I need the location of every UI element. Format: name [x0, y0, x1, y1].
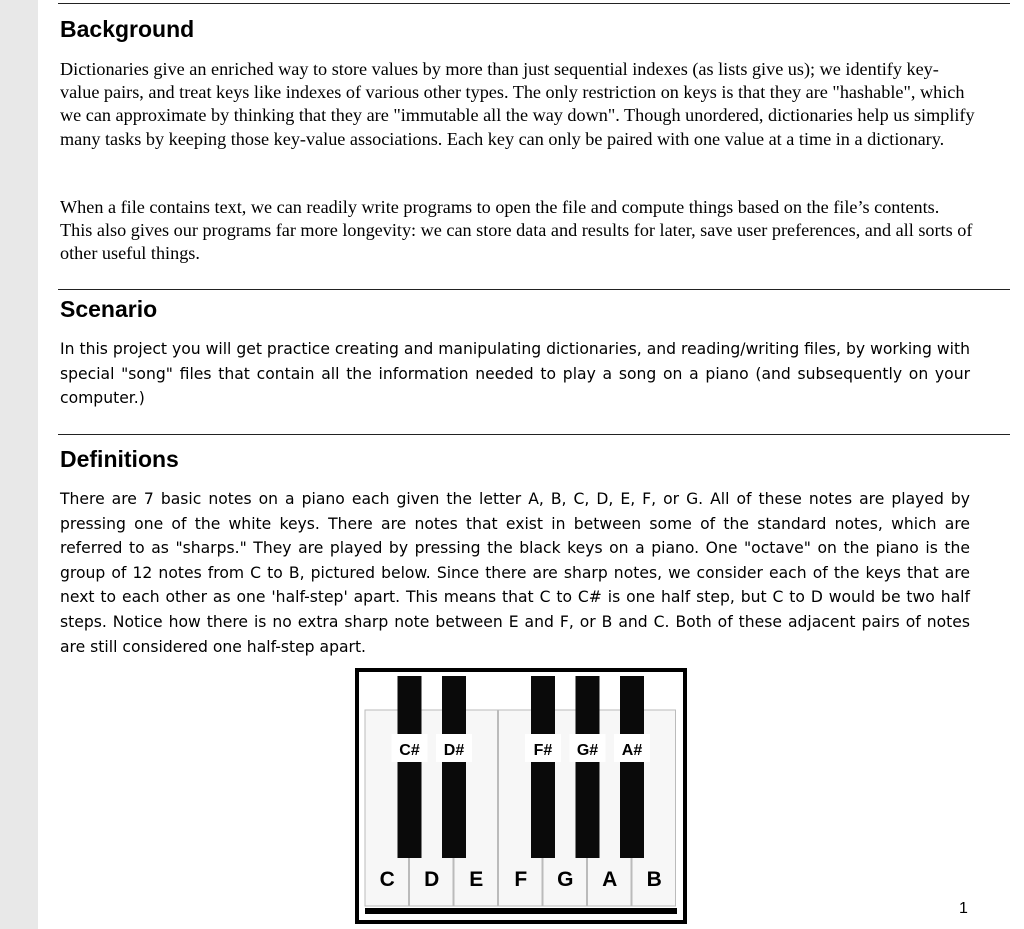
heading-definitions: Definitions	[60, 446, 179, 472]
white-key-label-g: G	[557, 868, 574, 891]
white-key-label-b: B	[646, 868, 662, 891]
piano-svg	[355, 668, 687, 924]
definitions-paragraph: There are 7 basic notes on a piano each given the letter A, B, C, D, E, F, or G. All of these notes are played by pressing one of the white keys. There are notes that exist in between some of the standard notes, which are referred to as "sharps." They are played by pressing the black keys on a piano. One "octave" on the piano is the group of 12 notes from C to B, pictured below. Since there are sharp notes, we consider each of the keys that are next to each other as one 'half-step' apart. This means that C to C# is one half step, but C to D would be two half steps. Notice how there is no extra sharp note between E and F, or B and C. Both of these adjacent pairs of notes are still considered one half-step apart.	[60, 490, 970, 656]
black-key-label-d-sharp: D#	[443, 742, 465, 759]
white-key-label-a: A	[602, 868, 618, 891]
piano-octave-figure	[355, 668, 687, 924]
black-key-a-sharp	[620, 676, 644, 858]
background-paragraph-1: Dictionaries give an enriched way to store values by more than just sequential indexes (as lists give us); we identify key-value pairs, and treat keys like indexes of various other types. The only restriction on keys is that they are "hashable", which we can approximate by thinking that they are "immutable all the way down". Though unordered, dictionaries help us simplify many tasks by keeping those key-value associations. Each key can only be paired with one value at a time in a dictionary.	[60, 59, 975, 149]
heading-scenario: Scenario	[60, 296, 158, 322]
heading-background: Background	[60, 16, 195, 42]
black-key-label-g-sharp: G#	[576, 742, 599, 759]
section-rule-scenario	[58, 289, 1010, 290]
page-number: 1	[959, 900, 968, 917]
piano-base-bar	[365, 908, 677, 914]
white-key-label-c: C	[379, 868, 395, 891]
white-key-label-e: E	[469, 868, 484, 891]
scenario-paragraph: In this project you will get practice creating and manipulating dictionaries, and reading/writing files, by working with special "song" files that contain all the information needed to play a song on a piano (and subsequently on your computer.)	[60, 340, 970, 408]
black-key-label-a-sharp: A#	[621, 742, 643, 759]
white-key-label-d: D	[424, 868, 440, 891]
left-gutter	[0, 0, 38, 929]
black-key-d-sharp	[442, 676, 466, 858]
black-key-g-sharp	[576, 676, 600, 858]
section-rule-background	[58, 3, 1010, 4]
black-key-c-sharp	[398, 676, 422, 858]
section-rule-definitions	[58, 434, 1010, 435]
black-key-f-sharp	[531, 676, 555, 858]
white-key-label-f: F	[514, 868, 528, 891]
black-key-label-c-sharp: C#	[399, 742, 420, 759]
black-key-label-f-sharp: F#	[533, 742, 553, 759]
background-paragraph-2: When a file contains text, we can readily write programs to open the file and compute things based on the file’s contents. This also gives our programs far more longevity: we can store data and results for later, save user preferences, and all sorts of other useful things.	[60, 197, 973, 264]
